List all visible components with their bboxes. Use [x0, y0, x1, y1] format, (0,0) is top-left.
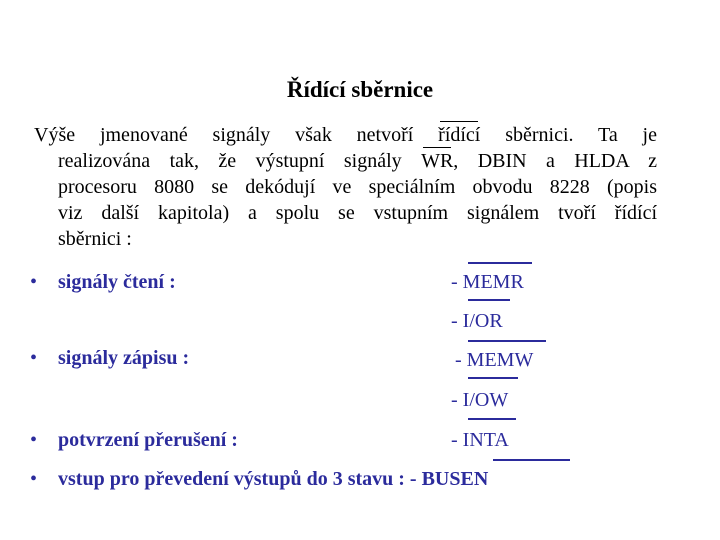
bullet-label: vstup pro převedení výstupů do 3 stavu : - BUSEN [58, 468, 489, 490]
bullet-marker: • [30, 429, 38, 451]
paragraph-line-5: sběrnici : [58, 228, 132, 250]
paragraph-text: sběrnici. Ta je [480, 124, 657, 146]
bullet-busen [30, 466, 488, 492]
bullet-marker: • [30, 347, 38, 369]
paragraph-text: Výše jmenované signály však netvoří [34, 124, 439, 146]
paragraph-line-2 [34, 148, 657, 174]
inta-overbar [468, 418, 516, 420]
overlined-word: řídící [438, 124, 481, 146]
bullet-label: signály zápisu : [58, 347, 190, 369]
page-title: Řídící sběrnice [286, 77, 434, 102]
bullet-marker: • [30, 271, 38, 293]
signal-memr: - MEMR [451, 271, 524, 293]
signal-inta: - INTA [451, 429, 509, 451]
bullet-marker: • [30, 468, 38, 490]
signal-iow: - I/OW [451, 389, 509, 411]
memw-overbar [468, 340, 546, 342]
bullet-write-signals [30, 345, 189, 371]
ior-overbar [468, 299, 510, 301]
iow-overbar [468, 377, 518, 379]
bullet-read-signals [30, 269, 176, 295]
bullet-label: potvrzení přerušení : [58, 429, 238, 451]
overlined-signal-wr: WR [421, 150, 454, 172]
paragraph-text: , DBIN a HLDA z [453, 150, 657, 172]
bullet-interrupt-ack [30, 427, 238, 453]
bullet-label: signály čtení : [58, 271, 176, 293]
memr-overbar [468, 262, 532, 264]
paragraph-line-1 [34, 122, 657, 148]
paragraph-text: realizována tak, že výstupní signály [58, 150, 422, 172]
intro-paragraph [34, 122, 657, 252]
signal-ior: - I/OR [451, 310, 503, 332]
paragraph-line-3: procesoru 8080 se dekódují ve speciálním obvodu 8228 (popis [58, 176, 657, 198]
signal-memw: - MEMW [455, 349, 534, 371]
paragraph-line-4: viz další kapitola) a spolu se vstupním signálem tvoří řídící [58, 202, 657, 224]
busen-overbar [493, 459, 570, 461]
